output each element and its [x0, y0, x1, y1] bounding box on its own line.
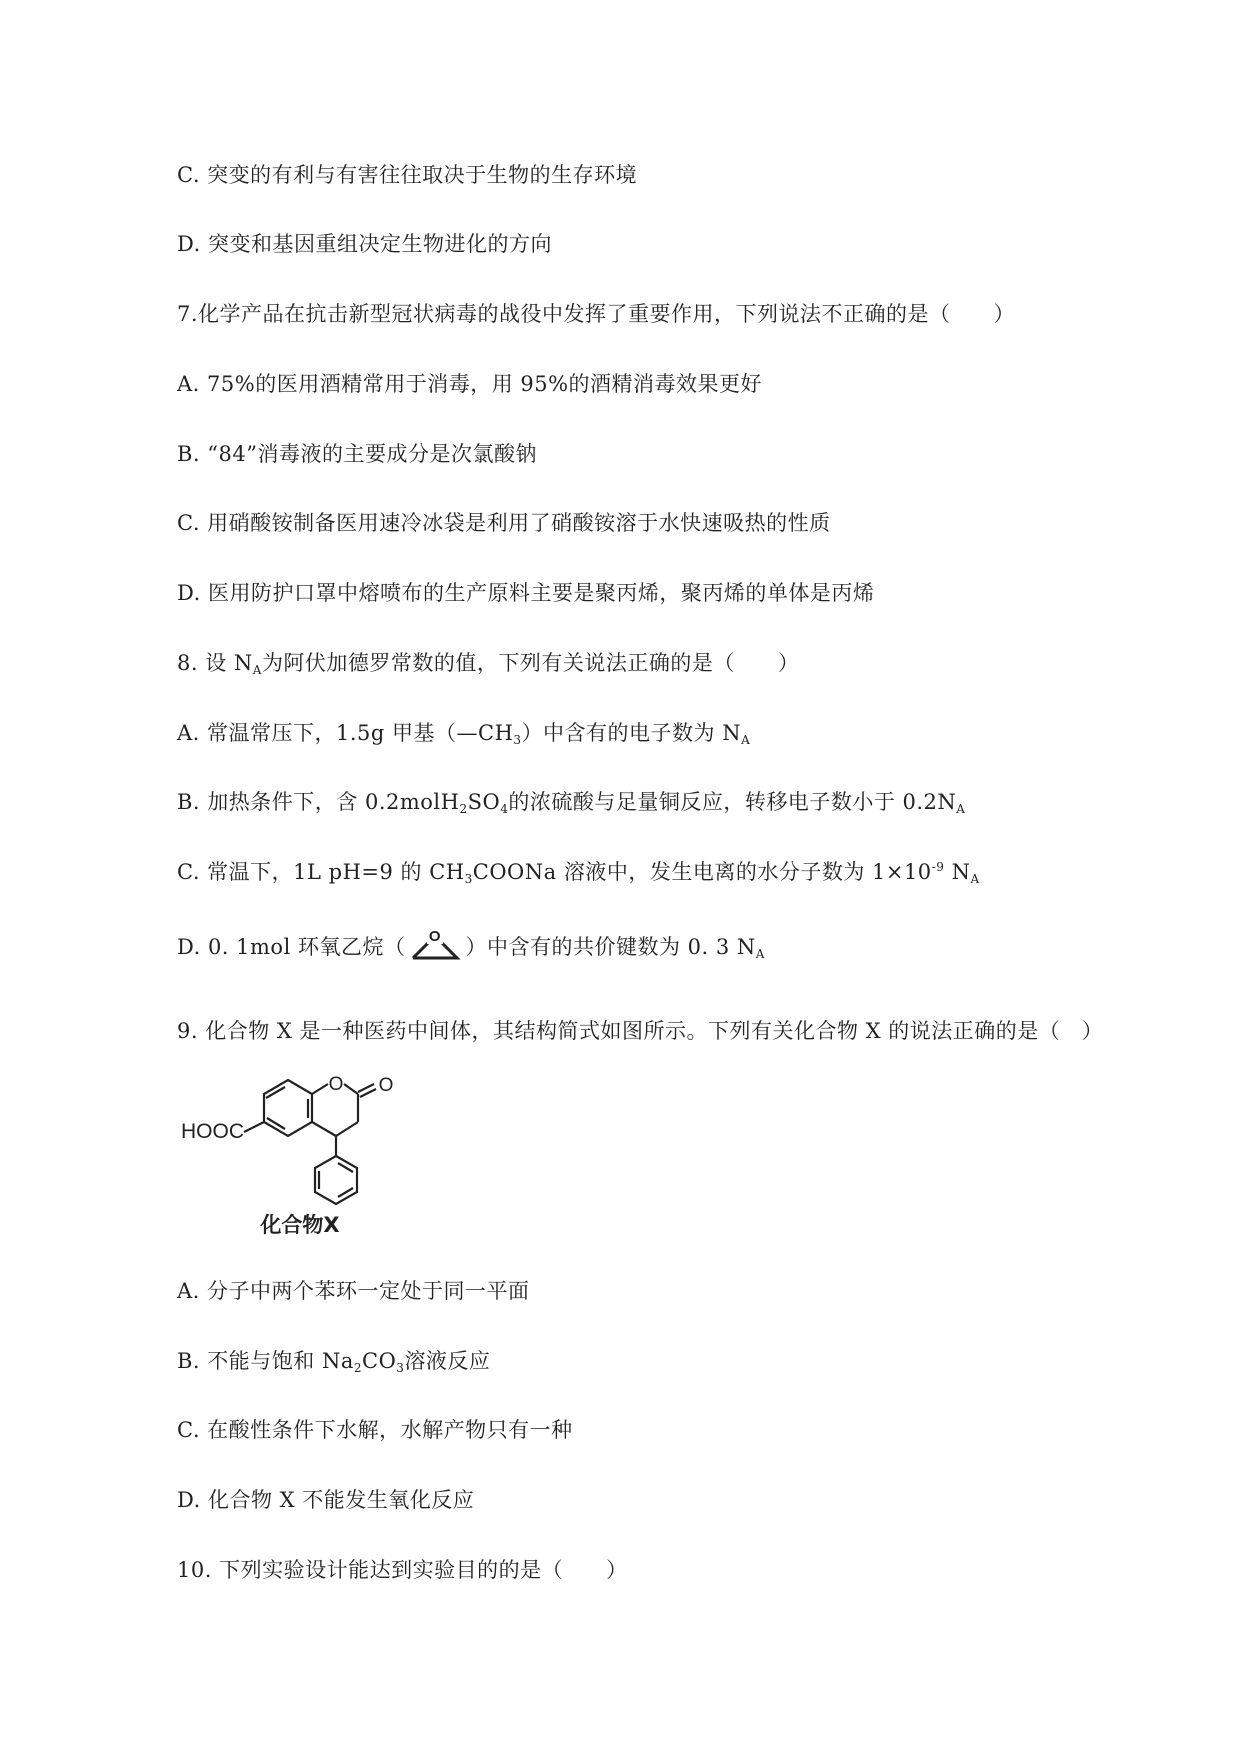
hooc-group-label: HOOC [181, 1120, 244, 1143]
q9-option-d: D. 化合物 X 不能发生氧化反应 [177, 1488, 475, 1512]
q8-stem: 8. 设 $N_A$为阿伏加德罗常数的值，下列有关说法正确的是（ ） [177, 651, 800, 677]
q8-option-c: C. 常温下，1L pH=9 的 $CH_3COONa$ 溶液中，发生电离的水分子数为 $1\times 10^{-9}$ $N_A$ [177, 860, 980, 886]
q8-option-d: D. 0. 1mol 环氧乙烷（ O ）中含有的共价键数为 0. 3 $N_A$ [177, 928, 765, 961]
q8-option-b: B. 加热条件下，含 $0.2molH_2SO_4$的浓硫酸与足量铜反应，转移电子数小于 $0.2N_A$ [177, 790, 966, 816]
q7-option-c: C. 用硝酸铵制备医用速冷冰袋是利用了硝酸铵溶于水快速吸热的性质 [177, 511, 831, 535]
q9-option-b: B. 不能与饱和 $Na_2CO_3$溶液反应 [177, 1349, 491, 1375]
q7-option-d: D. 医用防护口罩中熔喷布的生产原料主要是聚丙烯，聚丙烯的单体是丙烯 [177, 581, 875, 605]
q7-option-b: B. “84”消毒液的主要成分是次氯酸钠 [177, 442, 537, 466]
q8-option-a: A. 常温常压下，1.5g 甲基$(—CH_3)$中含有的电子数为 $N_A$ [177, 721, 751, 747]
q9-option-a: A. 分子中两个苯环一定处于同一平面 [177, 1279, 530, 1303]
q7-option-a: A. 75%的医用酒精常用于消毒，用 95%的酒精消毒效果更好 [177, 372, 763, 396]
figure-caption: 化合物X [260, 1213, 340, 1237]
q10-stem: 10. 下列实验设计能达到实验目的的是（ ） [177, 1558, 628, 1582]
q9-stem: 9. 化合物 X 是一种医药中间体，其结构简式如图所示。下列有关化合物 X 的说法正确的是（ ） [177, 1019, 1104, 1043]
q6-option-c: C. 突变的有利与有害往往取决于生物的生存环境 [177, 163, 638, 187]
epoxide-oxygen-label: O [429, 928, 442, 945]
compound-x-structure-diagram [180, 1070, 420, 1240]
q7-stem: 7.化学产品在抗击新型冠状病毒的战役中发挥了重要作用，下列说法不正确的是（ ） [177, 302, 1016, 326]
q9-option-c: C. 在酸性条件下水解，水解产物只有一种 [177, 1418, 573, 1442]
ring-oxygen-label: O [328, 1074, 344, 1095]
carbonyl-oxygen-label: O [378, 1075, 394, 1096]
epoxide-structure-icon [409, 928, 461, 962]
q6-option-d: D. 突变和基因重组决定生物进化的方向 [177, 232, 552, 256]
